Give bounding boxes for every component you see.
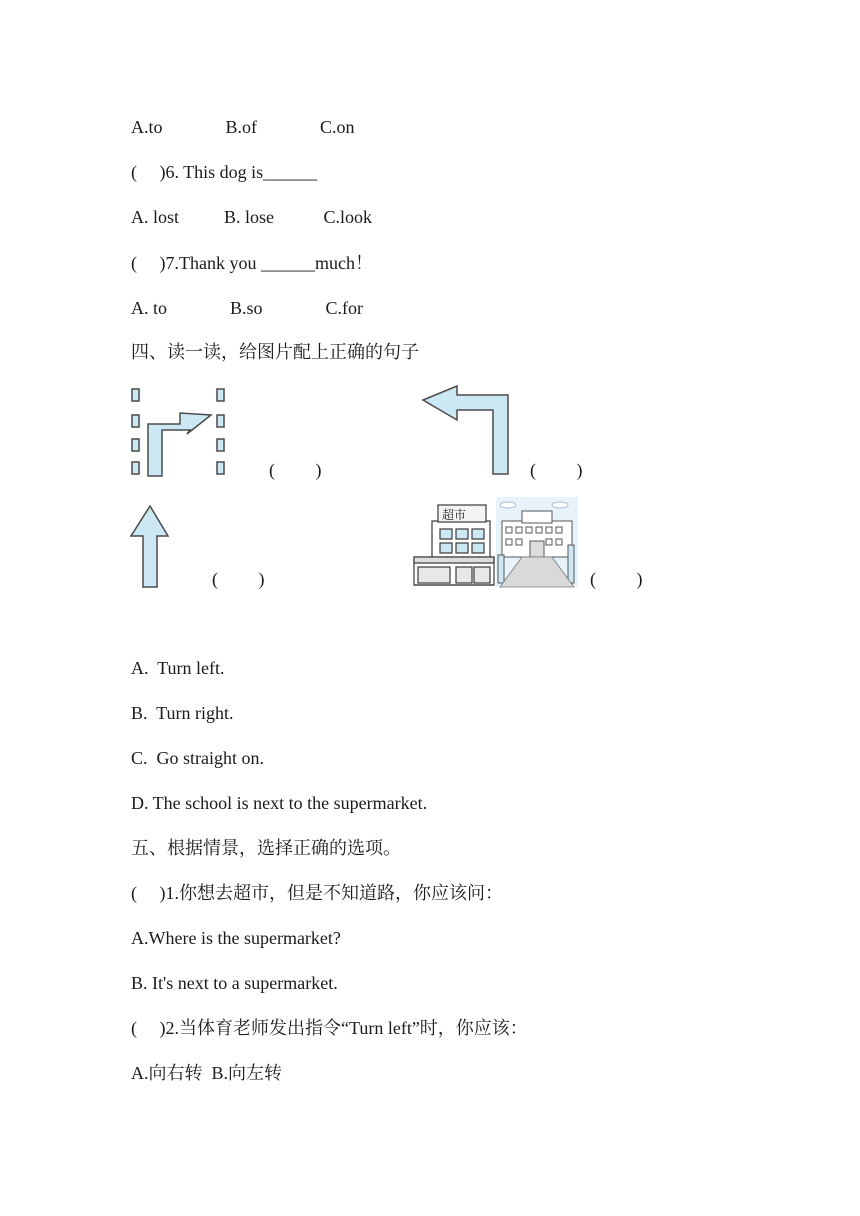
- q5-options: A.to B.of C.on: [131, 117, 355, 137]
- q7-options: A. to B.so C.for: [131, 298, 364, 318]
- sentence-b: B. Turn right.: [131, 703, 234, 723]
- s5-q2-options: A.向右转 B.向左转: [131, 1063, 283, 1083]
- blank-1[interactable]: ( ): [269, 460, 322, 480]
- straight-arrow-icon: [128, 503, 172, 589]
- turn-left-arrow-icon: [420, 384, 514, 476]
- supermarket-sign: 超市: [442, 508, 467, 522]
- section-5-title: 五、根据情景，选择正确的选项。: [131, 838, 401, 858]
- turn-right-arrow-icon: [130, 386, 230, 478]
- blank-3[interactable]: ( ): [212, 569, 265, 589]
- s5-question-2: ( )2.当体育老师发出指令“Turn left”时，你应该：: [131, 1018, 528, 1038]
- blank-2[interactable]: ( ): [530, 460, 583, 480]
- question-6: ( )6. This dog is______: [131, 162, 318, 182]
- question-7: ( )7.Thank you ______much！: [131, 253, 373, 273]
- sentence-a: A. Turn left.: [131, 658, 225, 678]
- blank-4[interactable]: ( ): [590, 569, 643, 589]
- supermarket-school-image: [412, 495, 580, 589]
- sentence-d: D. The school is next to the supermarket.: [131, 793, 428, 813]
- s5-question-1: ( )1.你想去超市，但是不知道路，你应该问：: [131, 883, 503, 903]
- s5-q1-option-a: A.Where is the supermarket?: [131, 928, 341, 948]
- section-4-title: 四、读一读，给图片配上正确的句子: [131, 342, 419, 362]
- q6-options: A. lost B. lose C.look: [131, 207, 373, 227]
- school-building-icon: [496, 497, 578, 587]
- sentence-c: C. Go straight on.: [131, 748, 264, 768]
- s5-q1-option-b: B. It's next to a supermarket.: [131, 973, 338, 993]
